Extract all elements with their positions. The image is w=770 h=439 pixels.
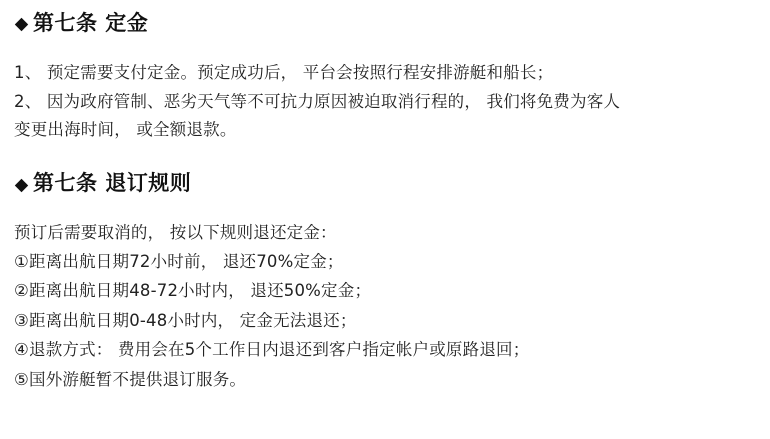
body-line: ④退款方式： 费用会在5个工作日内退还到客户指定帐户或原路退回； xyxy=(14,340,530,360)
body-line: ①距离出航日期72小时前， 退还70%定金； xyxy=(14,252,344,272)
body-line: 预订后需要取消的， 按以下规则退还定金： xyxy=(14,222,337,242)
diamond-bullet-icon xyxy=(14,17,29,32)
body-line: 变更出海时间， 或全额退款。 xyxy=(14,120,237,140)
diamond-bullet-icon xyxy=(14,178,29,193)
body-line: 1、 预定需要支付定金。预定成功后， 平台会按照行程安排游艇和船长； xyxy=(14,63,554,83)
body-line: ⑤国外游艇暂不提供退订服务。 xyxy=(14,369,247,389)
section-heading-deposit xyxy=(14,10,756,37)
section-body-refund-rules xyxy=(14,218,756,394)
section-heading-text: 第七条 定金 xyxy=(33,11,149,35)
body-line: ③距离出航日期0-48小时内， 定金无法退还； xyxy=(14,310,357,330)
section-heading-text: 第七条 退订规则 xyxy=(33,171,192,196)
body-line: ②距离出航日期48-72小时内， 退还50%定金； xyxy=(14,281,372,301)
section-heading-refund-rules xyxy=(14,170,756,197)
body-line: 2、 因为政府管制、恶劣天气等不可抗力原因被迫取消行程的， 我们将免费为客人 xyxy=(14,91,621,111)
section-body-deposit xyxy=(14,59,756,144)
